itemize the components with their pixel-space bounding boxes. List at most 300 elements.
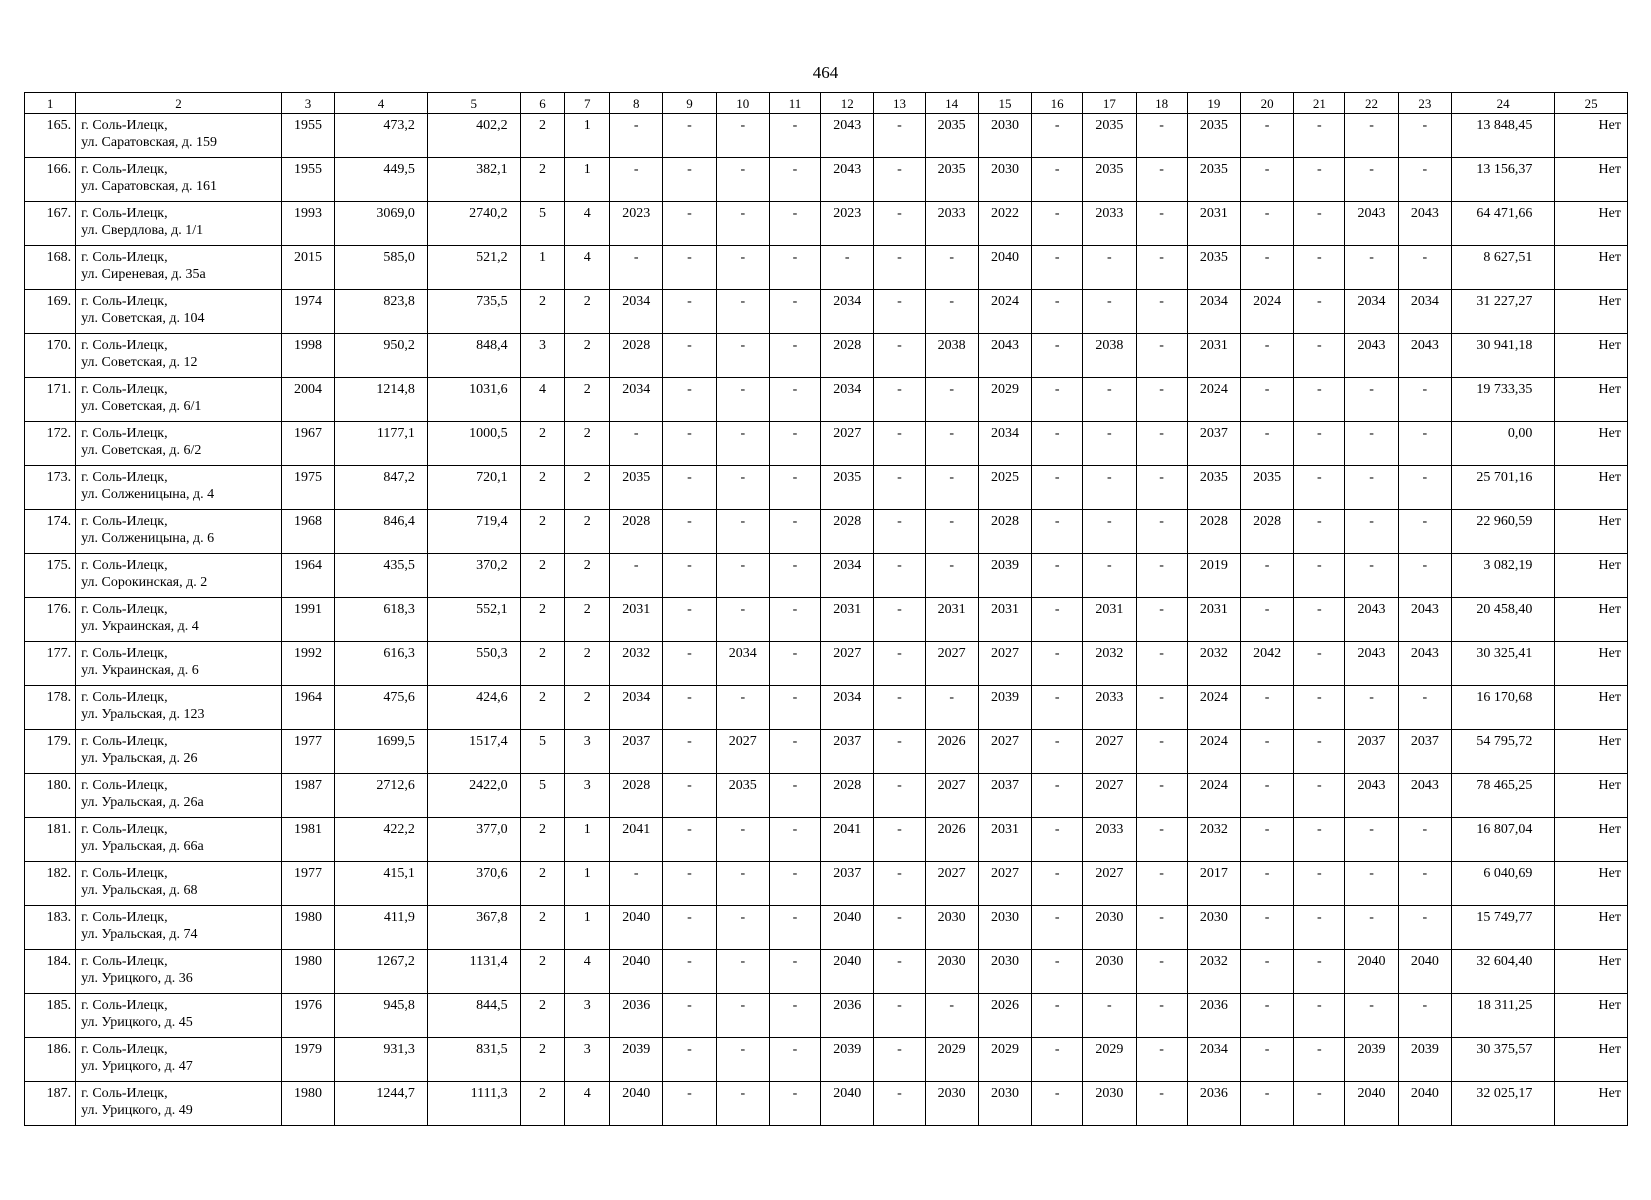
address-street: ул. Саратовская, д. 161 <box>81 179 217 194</box>
address-cell <box>76 334 282 378</box>
address-city: г. Соль-Илецк, <box>81 426 168 441</box>
address-city: г. Соль-Илецк, <box>81 646 168 661</box>
cell-col-6: 5 <box>520 202 565 246</box>
table-row <box>25 862 1628 906</box>
address-street: ул. Уральская, д. 123 <box>81 707 205 722</box>
cell-col-19: 2035 <box>1187 246 1240 290</box>
cell-col-25: Нет <box>1555 1038 1628 1082</box>
cell-col-25: Нет <box>1555 202 1628 246</box>
cell-col-1: 167. <box>25 202 76 246</box>
cell-col-9: - <box>663 114 716 158</box>
cell-col-23: 2037 <box>1398 730 1451 774</box>
address-city: г. Соль-Илецк, <box>81 734 168 749</box>
cell-col-15: 2039 <box>978 554 1031 598</box>
cell-col-15: 2028 <box>978 510 1031 554</box>
cell-col-8: 2028 <box>610 510 663 554</box>
cell-col-12: 2028 <box>821 510 874 554</box>
cell-col-1: 176. <box>25 598 76 642</box>
address-city: г. Соль-Илецк, <box>81 382 168 397</box>
cell-col-12: 2028 <box>821 334 874 378</box>
cell-col-18: - <box>1136 1038 1187 1082</box>
cell-col-10: - <box>716 378 769 422</box>
cell-col-22: - <box>1345 422 1398 466</box>
cell-col-13: - <box>874 906 925 950</box>
cell-col-16: - <box>1032 950 1083 994</box>
cell-col-23: - <box>1398 686 1451 730</box>
column-number-9: 9 <box>663 93 716 114</box>
cell-col-23: - <box>1398 818 1451 862</box>
cell-col-19: 2024 <box>1187 730 1240 774</box>
cell-col-24: 30 375,57 <box>1451 1038 1554 1082</box>
cell-col-21: - <box>1294 642 1345 686</box>
cell-col-12: 2031 <box>821 598 874 642</box>
cell-col-20: 2024 <box>1240 290 1293 334</box>
cell-col-14: - <box>925 466 978 510</box>
cell-col-14: - <box>925 554 978 598</box>
cell-col-15: 2031 <box>978 598 1031 642</box>
cell-col-3: 1998 <box>281 334 334 378</box>
cell-col-23: 2043 <box>1398 774 1451 818</box>
cell-col-17: 2030 <box>1083 906 1136 950</box>
column-number-19: 19 <box>1187 93 1240 114</box>
cell-col-3: 1967 <box>281 422 334 466</box>
cell-col-7: 2 <box>565 290 610 334</box>
cell-col-4: 585,0 <box>335 246 428 290</box>
address-cell <box>76 642 282 686</box>
cell-col-4: 847,2 <box>335 466 428 510</box>
cell-col-3: 1974 <box>281 290 334 334</box>
table-row <box>25 158 1628 202</box>
cell-col-1: 181. <box>25 818 76 862</box>
cell-col-8: 2040 <box>610 950 663 994</box>
cell-col-7: 2 <box>565 510 610 554</box>
cell-col-13: - <box>874 554 925 598</box>
cell-col-25: Нет <box>1555 774 1628 818</box>
column-number-row <box>25 93 1628 114</box>
address-street: ул. Уральская, д. 66а <box>81 839 204 854</box>
cell-col-21: - <box>1294 378 1345 422</box>
cell-col-8: - <box>610 862 663 906</box>
cell-col-15: 2030 <box>978 158 1031 202</box>
cell-col-17: 2027 <box>1083 730 1136 774</box>
cell-col-19: 2035 <box>1187 114 1240 158</box>
cell-col-8: 2040 <box>610 906 663 950</box>
cell-col-10: - <box>716 334 769 378</box>
cell-col-6: 2 <box>520 950 565 994</box>
cell-col-7: 2 <box>565 554 610 598</box>
cell-col-16: - <box>1032 246 1083 290</box>
cell-col-3: 1977 <box>281 862 334 906</box>
address-street: ул. Советская, д. 12 <box>81 355 198 370</box>
cell-col-3: 1979 <box>281 1038 334 1082</box>
cell-col-9: - <box>663 510 716 554</box>
cell-col-1: 170. <box>25 334 76 378</box>
cell-col-1: 180. <box>25 774 76 818</box>
address-street: ул. Уральская, д. 26 <box>81 751 198 766</box>
cell-col-15: 2043 <box>978 334 1031 378</box>
cell-col-7: 3 <box>565 1038 610 1082</box>
cell-col-17: 2027 <box>1083 862 1136 906</box>
cell-col-22: - <box>1345 818 1398 862</box>
cell-col-13: - <box>874 598 925 642</box>
cell-col-24: 31 227,27 <box>1451 290 1554 334</box>
cell-col-21: - <box>1294 334 1345 378</box>
table-row <box>25 906 1628 950</box>
cell-col-16: - <box>1032 202 1083 246</box>
cell-col-23: - <box>1398 466 1451 510</box>
cell-col-15: 2026 <box>978 994 1031 1038</box>
cell-col-5: 1000,5 <box>427 422 520 466</box>
cell-col-14: - <box>925 686 978 730</box>
cell-col-4: 1214,8 <box>335 378 428 422</box>
column-number-23: 23 <box>1398 93 1451 114</box>
cell-col-11: - <box>769 158 820 202</box>
cell-col-20: - <box>1240 158 1293 202</box>
cell-col-12: 2034 <box>821 290 874 334</box>
address-cell <box>76 730 282 774</box>
cell-col-8: 2034 <box>610 378 663 422</box>
cell-col-6: 5 <box>520 774 565 818</box>
cell-col-13: - <box>874 774 925 818</box>
address-street: ул. Уральская, д. 74 <box>81 927 198 942</box>
cell-col-1: 185. <box>25 994 76 1038</box>
cell-col-9: - <box>663 730 716 774</box>
cell-col-13: - <box>874 950 925 994</box>
cell-col-21: - <box>1294 906 1345 950</box>
cell-col-20: - <box>1240 334 1293 378</box>
cell-col-25: Нет <box>1555 994 1628 1038</box>
cell-col-19: 2035 <box>1187 158 1240 202</box>
cell-col-7: 3 <box>565 730 610 774</box>
address-cell <box>76 290 282 334</box>
cell-col-25: Нет <box>1555 730 1628 774</box>
cell-col-22: - <box>1345 158 1398 202</box>
table-row <box>25 642 1628 686</box>
cell-col-13: - <box>874 818 925 862</box>
cell-col-21: - <box>1294 598 1345 642</box>
cell-col-17: - <box>1083 466 1136 510</box>
address-city: г. Соль-Илецк, <box>81 954 168 969</box>
cell-col-23: 2043 <box>1398 642 1451 686</box>
cell-col-16: - <box>1032 510 1083 554</box>
address-cell <box>76 510 282 554</box>
cell-col-11: - <box>769 378 820 422</box>
cell-col-11: - <box>769 818 820 862</box>
cell-col-9: - <box>663 334 716 378</box>
cell-col-15: 2030 <box>978 1082 1031 1126</box>
cell-col-14: - <box>925 246 978 290</box>
address-street: ул. Советская, д. 6/1 <box>81 399 202 414</box>
cell-col-13: - <box>874 686 925 730</box>
cell-col-17: - <box>1083 378 1136 422</box>
cell-col-25: Нет <box>1555 246 1628 290</box>
cell-col-23: - <box>1398 422 1451 466</box>
cell-col-20: - <box>1240 1082 1293 1126</box>
cell-col-4: 449,5 <box>335 158 428 202</box>
cell-col-11: - <box>769 510 820 554</box>
cell-col-6: 2 <box>520 598 565 642</box>
cell-col-21: - <box>1294 158 1345 202</box>
cell-col-3: 1981 <box>281 818 334 862</box>
cell-col-16: - <box>1032 1038 1083 1082</box>
address-city: г. Соль-Илецк, <box>81 558 168 573</box>
cell-col-20: - <box>1240 686 1293 730</box>
housing-register-table <box>24 92 1628 1126</box>
cell-col-20: - <box>1240 994 1293 1038</box>
cell-col-19: 2031 <box>1187 334 1240 378</box>
cell-col-7: 4 <box>565 246 610 290</box>
cell-col-9: - <box>663 686 716 730</box>
cell-col-3: 1991 <box>281 598 334 642</box>
column-number-8: 8 <box>610 93 663 114</box>
cell-col-5: 720,1 <box>427 466 520 510</box>
cell-col-24: 16 170,68 <box>1451 686 1554 730</box>
cell-col-10: - <box>716 554 769 598</box>
cell-col-1: 179. <box>25 730 76 774</box>
cell-col-12: - <box>821 246 874 290</box>
cell-col-17: 2033 <box>1083 818 1136 862</box>
cell-col-24: 13 156,37 <box>1451 158 1554 202</box>
address-street: ул. Солженицына, д. 4 <box>81 487 215 502</box>
address-city: г. Соль-Илецк, <box>81 778 168 793</box>
cell-col-11: - <box>769 1082 820 1126</box>
cell-col-3: 1977 <box>281 730 334 774</box>
table-row <box>25 422 1628 466</box>
address-city: г. Соль-Илецк, <box>81 250 168 265</box>
cell-col-12: 2040 <box>821 950 874 994</box>
address-street: ул. Урицкого, д. 49 <box>81 1103 193 1118</box>
cell-col-23: 2043 <box>1398 598 1451 642</box>
cell-col-4: 1267,2 <box>335 950 428 994</box>
column-number-24: 24 <box>1451 93 1554 114</box>
cell-col-20: - <box>1240 554 1293 598</box>
cell-col-14: 2035 <box>925 114 978 158</box>
cell-col-4: 475,6 <box>335 686 428 730</box>
cell-col-9: - <box>663 818 716 862</box>
address-cell <box>76 1038 282 1082</box>
cell-col-21: - <box>1294 686 1345 730</box>
cell-col-15: 2030 <box>978 950 1031 994</box>
cell-col-25: Нет <box>1555 114 1628 158</box>
cell-col-6: 2 <box>520 466 565 510</box>
cell-col-19: 2035 <box>1187 466 1240 510</box>
cell-col-22: - <box>1345 510 1398 554</box>
cell-col-1: 168. <box>25 246 76 290</box>
cell-col-14: 2026 <box>925 730 978 774</box>
table-row <box>25 202 1628 246</box>
cell-col-3: 1955 <box>281 114 334 158</box>
cell-col-18: - <box>1136 510 1187 554</box>
cell-col-13: - <box>874 730 925 774</box>
cell-col-17: - <box>1083 554 1136 598</box>
cell-col-7: 4 <box>565 202 610 246</box>
cell-col-12: 2043 <box>821 158 874 202</box>
cell-col-7: 1 <box>565 818 610 862</box>
cell-col-14: 2033 <box>925 202 978 246</box>
cell-col-4: 473,2 <box>335 114 428 158</box>
cell-col-22: - <box>1345 114 1398 158</box>
column-number-13: 13 <box>874 93 925 114</box>
table-row <box>25 290 1628 334</box>
cell-col-24: 16 807,04 <box>1451 818 1554 862</box>
cell-col-11: - <box>769 422 820 466</box>
cell-col-11: - <box>769 906 820 950</box>
table-row <box>25 378 1628 422</box>
cell-col-1: 175. <box>25 554 76 598</box>
address-city: г. Соль-Илецк, <box>81 866 168 881</box>
cell-col-19: 2032 <box>1187 818 1240 862</box>
cell-col-22: 2043 <box>1345 598 1398 642</box>
cell-col-3: 1975 <box>281 466 334 510</box>
cell-col-17: 2035 <box>1083 114 1136 158</box>
cell-col-19: 2034 <box>1187 1038 1240 1082</box>
cell-col-4: 2712,6 <box>335 774 428 818</box>
table-row <box>25 950 1628 994</box>
cell-col-14: - <box>925 422 978 466</box>
cell-col-9: - <box>663 202 716 246</box>
cell-col-4: 411,9 <box>335 906 428 950</box>
address-city: г. Соль-Илецк, <box>81 294 168 309</box>
cell-col-20: 2042 <box>1240 642 1293 686</box>
table-row <box>25 598 1628 642</box>
cell-col-3: 1968 <box>281 510 334 554</box>
cell-col-15: 2027 <box>978 642 1031 686</box>
column-number-25: 25 <box>1555 93 1628 114</box>
cell-col-12: 2035 <box>821 466 874 510</box>
cell-col-5: 831,5 <box>427 1038 520 1082</box>
column-number-16: 16 <box>1032 93 1083 114</box>
cell-col-8: 2036 <box>610 994 663 1038</box>
cell-col-4: 945,8 <box>335 994 428 1038</box>
address-city: г. Соль-Илецк, <box>81 822 168 837</box>
cell-col-25: Нет <box>1555 642 1628 686</box>
cell-col-17: 2033 <box>1083 686 1136 730</box>
cell-col-8: 2028 <box>610 334 663 378</box>
cell-col-16: - <box>1032 334 1083 378</box>
cell-col-11: - <box>769 730 820 774</box>
address-street: ул. Советская, д. 104 <box>81 311 205 326</box>
cell-col-20: - <box>1240 906 1293 950</box>
address-cell <box>76 774 282 818</box>
cell-col-9: - <box>663 598 716 642</box>
cell-col-17: 2033 <box>1083 202 1136 246</box>
cell-col-21: - <box>1294 730 1345 774</box>
cell-col-4: 3069,0 <box>335 202 428 246</box>
cell-col-20: - <box>1240 202 1293 246</box>
cell-col-7: 1 <box>565 862 610 906</box>
cell-col-13: - <box>874 510 925 554</box>
cell-col-25: Нет <box>1555 554 1628 598</box>
cell-col-20: - <box>1240 862 1293 906</box>
cell-col-17: 2030 <box>1083 1082 1136 1126</box>
cell-col-6: 5 <box>520 730 565 774</box>
cell-col-5: 735,5 <box>427 290 520 334</box>
cell-col-8: 2041 <box>610 818 663 862</box>
cell-col-14: 2030 <box>925 1082 978 1126</box>
cell-col-16: - <box>1032 774 1083 818</box>
cell-col-15: 2025 <box>978 466 1031 510</box>
cell-col-10: 2035 <box>716 774 769 818</box>
address-street: ул. Свердлова, д. 1/1 <box>81 223 204 238</box>
cell-col-22: 2043 <box>1345 334 1398 378</box>
cell-col-11: - <box>769 862 820 906</box>
cell-col-19: 2024 <box>1187 774 1240 818</box>
cell-col-14: 2035 <box>925 158 978 202</box>
cell-col-23: 2040 <box>1398 1082 1451 1126</box>
cell-col-6: 3 <box>520 334 565 378</box>
column-number-22: 22 <box>1345 93 1398 114</box>
cell-col-24: 19 733,35 <box>1451 378 1554 422</box>
cell-col-9: - <box>663 906 716 950</box>
cell-col-22: 2043 <box>1345 202 1398 246</box>
address-city: г. Соль-Илецк, <box>81 470 168 485</box>
column-number-7: 7 <box>565 93 610 114</box>
cell-col-3: 2004 <box>281 378 334 422</box>
cell-col-20: - <box>1240 818 1293 862</box>
cell-col-15: 2027 <box>978 730 1031 774</box>
cell-col-24: 20 458,40 <box>1451 598 1554 642</box>
cell-col-6: 2 <box>520 906 565 950</box>
cell-col-10: - <box>716 598 769 642</box>
cell-col-1: 166. <box>25 158 76 202</box>
cell-col-9: - <box>663 774 716 818</box>
table-row <box>25 246 1628 290</box>
cell-col-24: 54 795,72 <box>1451 730 1554 774</box>
address-city: г. Соль-Илецк, <box>81 910 168 925</box>
cell-col-7: 2 <box>565 378 610 422</box>
cell-col-8: 2035 <box>610 466 663 510</box>
cell-col-21: - <box>1294 510 1345 554</box>
cell-col-5: 1131,4 <box>427 950 520 994</box>
cell-col-16: - <box>1032 862 1083 906</box>
cell-col-17: - <box>1083 510 1136 554</box>
cell-col-22: 2043 <box>1345 642 1398 686</box>
cell-col-1: 172. <box>25 422 76 466</box>
cell-col-24: 22 960,59 <box>1451 510 1554 554</box>
cell-col-17: 2038 <box>1083 334 1136 378</box>
cell-col-19: 2028 <box>1187 510 1240 554</box>
cell-col-20: - <box>1240 598 1293 642</box>
cell-col-25: Нет <box>1555 818 1628 862</box>
cell-col-17: - <box>1083 422 1136 466</box>
cell-col-18: - <box>1136 246 1187 290</box>
cell-col-11: - <box>769 202 820 246</box>
address-street: ул. Сорокинская, д. 2 <box>81 575 208 590</box>
cell-col-14: 2026 <box>925 818 978 862</box>
cell-col-24: 78 465,25 <box>1451 774 1554 818</box>
cell-col-22: - <box>1345 554 1398 598</box>
cell-col-6: 2 <box>520 1038 565 1082</box>
cell-col-24: 8 627,51 <box>1451 246 1554 290</box>
cell-col-21: - <box>1294 994 1345 1038</box>
cell-col-11: - <box>769 466 820 510</box>
cell-col-3: 1980 <box>281 950 334 994</box>
cell-col-13: - <box>874 378 925 422</box>
cell-col-16: - <box>1032 994 1083 1038</box>
cell-col-1: 178. <box>25 686 76 730</box>
cell-col-20: 2035 <box>1240 466 1293 510</box>
cell-col-11: - <box>769 554 820 598</box>
cell-col-5: 377,0 <box>427 818 520 862</box>
cell-col-22: - <box>1345 246 1398 290</box>
cell-col-7: 3 <box>565 774 610 818</box>
cell-col-3: 2015 <box>281 246 334 290</box>
cell-col-1: 165. <box>25 114 76 158</box>
cell-col-7: 2 <box>565 686 610 730</box>
cell-col-4: 435,5 <box>335 554 428 598</box>
cell-col-11: - <box>769 642 820 686</box>
cell-col-11: - <box>769 290 820 334</box>
